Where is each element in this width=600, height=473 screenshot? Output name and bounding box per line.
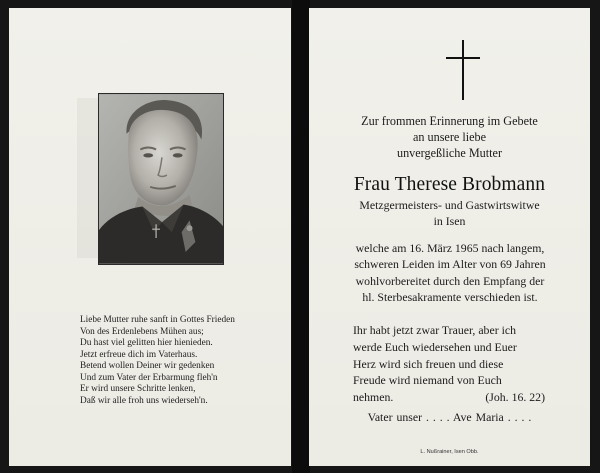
verse-last-line	[353, 389, 545, 406]
prayer-line: Vater unser . . . . Ave Maria . . . .	[367, 410, 532, 424]
death-notice-line: schweren Leiden im Alter von 69 Jahren	[354, 257, 546, 272]
verse-line: werde Euch wiedersehen und Euer	[353, 339, 517, 354]
poem-line: Von des Erdenlebens Mühen aus;	[80, 326, 204, 337]
poem-line: Er wird unsere Schritte lenken,	[80, 384, 196, 394]
death-notice-line: hl. Sterbesakramente verschieden ist.	[362, 289, 538, 304]
death-notice-line: welche am 16. März 1965 nach langem,	[355, 241, 545, 255]
portrait-photo	[98, 93, 224, 265]
poem-line: Liebe Mutter ruhe sanft in Gottes Frieden	[80, 315, 235, 325]
poem-line: Daß wir alle froh uns wiederseh'n.	[80, 395, 208, 406]
death-notice	[319, 240, 581, 305]
card-divider	[292, 0, 310, 473]
poem-line: Jetzt erfreue dich im Vaterhaus.	[80, 349, 198, 360]
occupation-text	[319, 197, 580, 229]
portrait-image	[99, 94, 223, 264]
left-card	[9, 8, 291, 466]
verse-reference: (Joh. 16. 22)	[485, 390, 545, 405]
dedication-line: Zur frommen Erinnerung im Gebete	[361, 114, 538, 128]
occupation-line: in Isen	[433, 214, 466, 228]
occupation-line: Metzgermeisters- und Gastwirtswitwe	[359, 198, 540, 212]
poem-line: Betend wollen Deiner wir gedenken	[80, 361, 215, 371]
dedication-text	[319, 113, 580, 161]
deceased-name: Frau Therese Brobmann	[353, 174, 546, 195]
death-notice-line: wohlvorbereitet durch den Empfang der	[355, 273, 545, 288]
verse-line: Herz wird sich freuen und diese	[353, 356, 504, 371]
verse-line: Freude wird niemand von Euch	[353, 373, 502, 388]
right-card	[309, 8, 590, 466]
verse-last-word: nehmen.	[353, 390, 394, 405]
verse-line: Ihr habt jetzt zwar Trauer, aber ich	[353, 323, 516, 337]
dedication-line: an unsere liebe	[412, 130, 487, 144]
memorial-poem	[80, 315, 290, 407]
printer-imprint: L. Nußrainer, Isen Obb.	[420, 449, 479, 455]
latin-cross-icon	[446, 40, 480, 105]
poem-line: Und zum Vater der Erbarmung fleh'n	[80, 372, 218, 383]
bible-verse	[353, 322, 563, 406]
dedication-line: unvergeßliche Mutter	[396, 146, 503, 160]
poem-line: Du hast viel gelitten hier hienieden.	[80, 338, 213, 348]
